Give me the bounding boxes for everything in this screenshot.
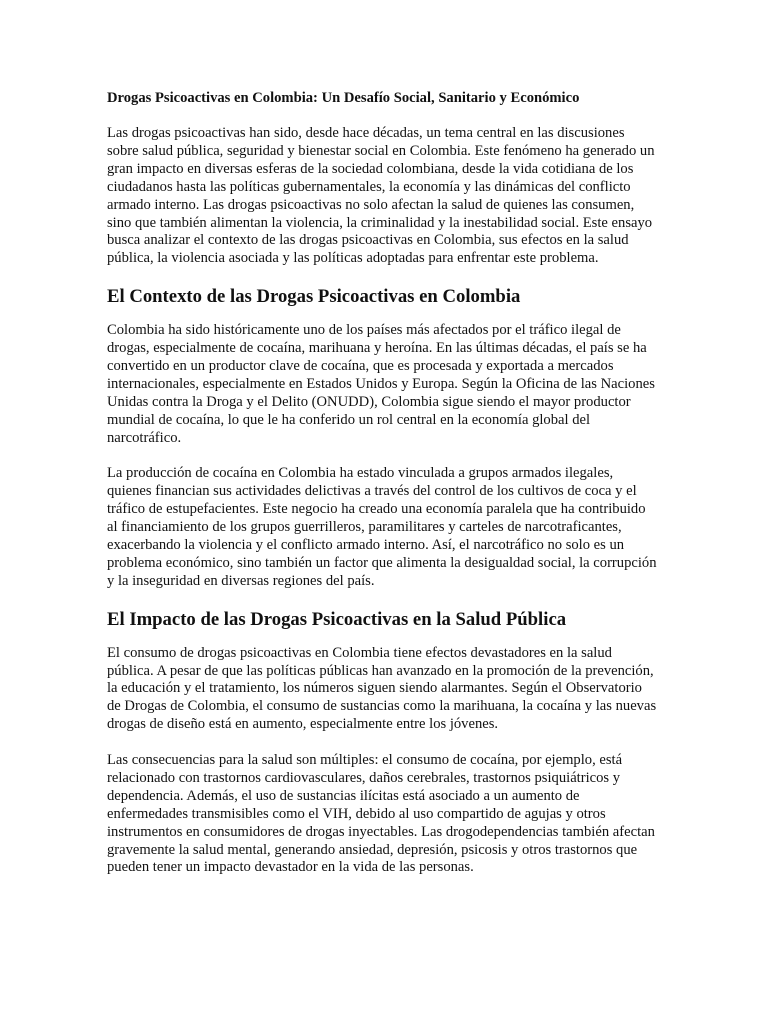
section-paragraph: El consumo de drogas psicoactivas en Colombia tiene efectos devastadores en la salud pública. A pesar de que las políticas públicas han avanzado en la promoción de la prevención, la educación y el tratamiento, los números siguen siendo alarmantes. Según el Observatorio de Drogas de Colombia, el consumo de sustancias como la marihuana, la cocaína y las nuevas drogas de diseño está en aumento, especialmente entre los jóvenes. xyxy=(107,644,657,733)
section-heading-impacto-salud: El Impacto de las Drogas Psicoactivas en la Salud Pública xyxy=(107,608,567,630)
section-paragraph: La producción de cocaína en Colombia ha estado vinculada a grupos armados ilegales, quienes financian sus actividades delictivas a través del control de los cultivos de coca y el tráfico de estupefacientes. Este negocio ha creado una economía paralela que ha contribuido al financiamiento de los grupos guerrilleros, paramilitares y carteles de narcotraficantes, exacerbando la violencia y el conflicto armado interno. Así, el narcotráfico no solo es un problema económico, sino también un factor que alimenta la desigualdad social, la corrupción y la inseguridad en diversas regiones del país. xyxy=(107,465,657,589)
intro-paragraph: Las drogas psicoactivas han sido, desde hace décadas, un tema central en las discusiones sobre salud pública, seguridad y bienestar social en Colombia. Este fenómeno ha generado un gran impacto en diversas esferas de la sociedad colombiana, desde la vida cotidiana de los ciudadanos hasta las políticas gubernamentales, la economía y las dinámicas del conflicto armado interno. Las drogas psicoactivas no solo afectan la salud de quienes las consumen, sino que también alimentan la violencia, la criminalidad y la inestabilidad social. Este ensayo busca analizar el contexto de las drogas psicoactivas en Colombia, sus efectos en la salud pública, la violencia asociada y las políticas adoptadas para enfrentar este problema. xyxy=(107,125,655,267)
section-paragraph: Las consecuencias para la salud son múltiples: el consumo de cocaína, por ejemplo, está relacionado con trastornos cardiovasculares, daños cerebrales, trastornos psiquiátricos y dependencia. Además, el uso de sustancias ilícitas está asociado a un aumento de enfermedades transmisibles como el VIH, debido al uso compartido de agujas y otros instrumentos en consumidores de drogas inyectables. Las drogodependencias también afectan gravemente la salud mental, generando ansiedad, depresión, psicosis y otros trastornos que pueden tener un impacto devastador en la vida de las personas. xyxy=(107,752,655,876)
section-heading-contexto: El Contexto de las Drogas Psicoactivas en Colombia xyxy=(107,286,521,308)
document-title: Drogas Psicoactivas en Colombia: Un Desafío Social, Sanitario y Económico xyxy=(107,90,580,106)
document-page xyxy=(107,89,657,895)
section-paragraph: Colombia ha sido históricamente uno de los países más afectados por el tráfico ilegal de drogas, especialmente de cocaína, marihuana y heroína. En las últimas décadas, el país se ha convertido en un productor clave de cocaína, que es procesada y exportada a mercados internacionales, especialmente en Estados Unidos y Europa. Según la Oficina de las Naciones Unidas contra la Droga y el Delito (ONUDD), Colombia sigue siendo el mayor productor mundial de cocaína, lo que le ha conferido un rol central en la economía global del narcotráfico. xyxy=(107,322,655,446)
